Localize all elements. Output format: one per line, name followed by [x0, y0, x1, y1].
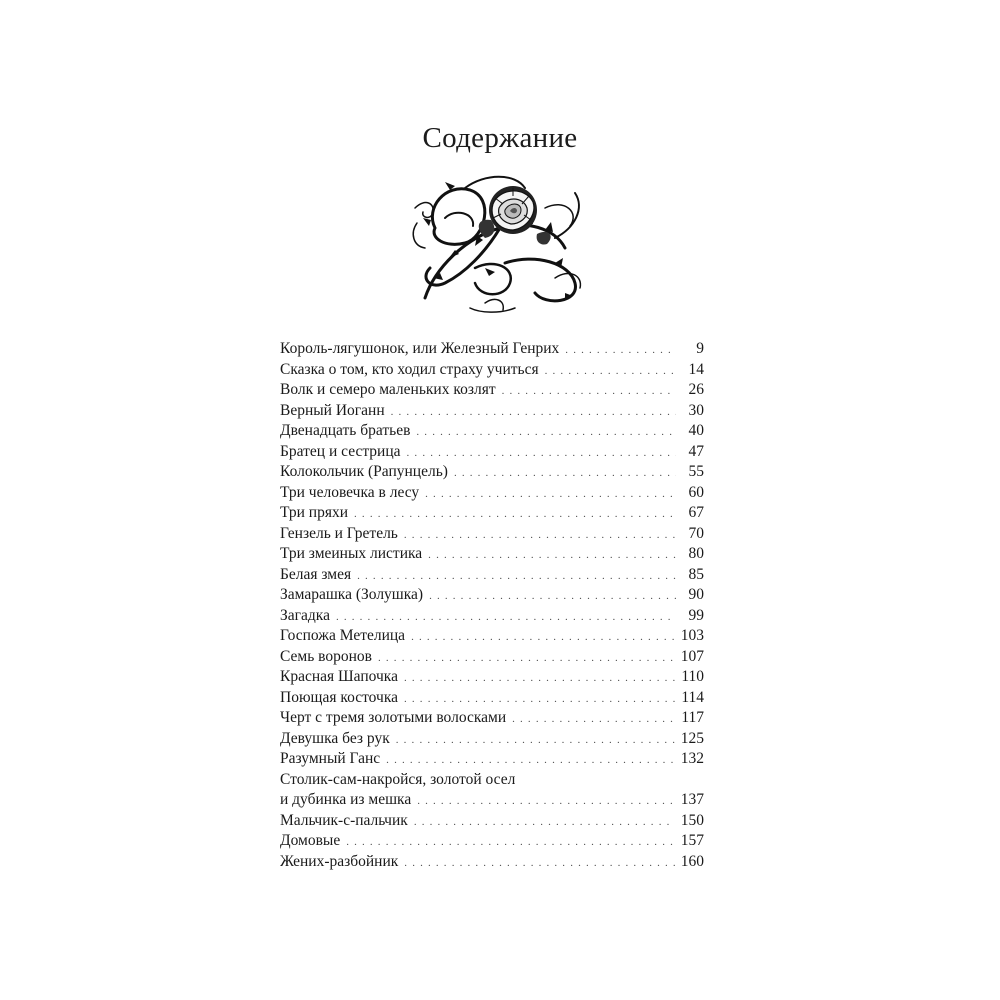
toc-entry[interactable] [280, 503, 704, 524]
dot-leader [502, 381, 676, 402]
toc-entry-title: Разумный Ганс [280, 750, 381, 767]
toc-entry[interactable] [280, 565, 704, 586]
toc-entry[interactable] [280, 462, 704, 483]
toc-entry-page: 90 [688, 586, 704, 603]
dot-leader [454, 463, 676, 484]
toc-entry-title: Домовые [280, 832, 341, 849]
toc-entry[interactable] [280, 339, 704, 360]
toc-entry-title: Король-лягушонок, или Железный Генрих [280, 340, 560, 357]
toc-entry-title: Три пряхи [280, 504, 349, 521]
toc-entry[interactable] [280, 380, 704, 401]
toc-entry[interactable] [280, 647, 704, 668]
toc-entry-page: 47 [688, 442, 704, 460]
toc-entry[interactable] [280, 524, 704, 545]
dot-leader [404, 689, 675, 710]
dot-leader [354, 504, 676, 525]
toc-entry-title: Белая змея [280, 565, 352, 583]
toc-entry-title: Красная Шапочка [280, 668, 398, 685]
toc-entry-page: 14 [688, 360, 704, 378]
toc-entry[interactable] [280, 688, 704, 709]
dot-leader [386, 750, 675, 771]
toc-entry-page: 40 [688, 422, 704, 439]
toc-entry-title: Колокольчик (Рапунцель) [280, 463, 448, 480]
toc-entry-title: Гензель и Гретель [280, 524, 398, 542]
dot-leader [416, 422, 676, 443]
toc-entry-page: 9 [696, 340, 704, 357]
dot-leader [545, 361, 676, 382]
toc-entry-page: 157 [680, 832, 704, 849]
toc-entry-page: 67 [688, 504, 704, 521]
page-title: Содержание [422, 122, 578, 154]
toc-entry-page: 80 [688, 545, 704, 562]
toc-entry[interactable] [280, 708, 704, 729]
toc-entry-title: Девушка без рук [280, 729, 390, 747]
toc-entry[interactable] [280, 606, 704, 627]
toc-entry[interactable] [280, 790, 704, 811]
toc-entry-page: 30 [688, 401, 704, 419]
toc-entry-title: Загадка [280, 606, 330, 624]
toc-entry[interactable] [280, 626, 704, 647]
dot-leader [407, 443, 676, 464]
toc-entry-page: 70 [688, 524, 704, 542]
toc-entry[interactable] [280, 544, 704, 565]
dot-leader [404, 853, 674, 874]
toc-entry-page: 117 [681, 709, 704, 726]
toc-entry-page: 137 [680, 791, 704, 808]
toc-entry-title: Черт с тремя золотыми волосками [280, 709, 507, 726]
dot-leader [346, 832, 675, 853]
toc-entry-page: 132 [680, 750, 704, 767]
toc-entry-page: 85 [688, 565, 704, 583]
toc-entry[interactable] [280, 667, 704, 688]
toc-entry[interactable] [280, 421, 704, 442]
toc-entry-title: Три змеиных листика [280, 545, 423, 562]
dot-leader [404, 525, 676, 546]
toc-entry-title: Сказка о том, кто ходил страху учиться [280, 360, 539, 378]
toc-entry-title: Три человечка в лесу [280, 483, 420, 501]
toc-entry[interactable] [280, 483, 704, 504]
toc-entry[interactable] [280, 442, 704, 463]
dot-leader [396, 730, 675, 751]
toc-entry-title: Поющая косточка [280, 688, 398, 706]
toc-entry-title-line1[interactable]: Столик-сам-накройся, золотой осел [280, 770, 516, 788]
dot-leader [512, 709, 675, 730]
toc-entry-page: 110 [681, 668, 704, 685]
toc-entry-title: Жених-разбойник [280, 852, 399, 870]
toc-entry-page: 107 [680, 647, 704, 665]
toc-entry[interactable] [280, 360, 704, 381]
toc-entry-page: 150 [680, 811, 704, 829]
toc-entry-title: Замарашка (Золушка) [280, 586, 424, 603]
toc-entry[interactable] [280, 831, 704, 852]
dot-leader [565, 340, 676, 361]
toc-entry[interactable] [280, 811, 704, 832]
toc-entry-title: Двенадцать братьев [280, 422, 411, 439]
toc-entry-title: Братец и сестрица [280, 442, 401, 460]
dot-leader [414, 812, 675, 833]
toc-entry-page: 160 [680, 852, 704, 870]
toc-entry-page: 114 [681, 688, 704, 706]
dot-leader [411, 627, 675, 648]
rose-with-thorny-branches-icon [405, 168, 591, 318]
toc-entry-page: 60 [688, 483, 704, 501]
toc-entry-title: Верный Иоганн [280, 401, 385, 419]
toc-entry[interactable] [280, 852, 704, 873]
toc-entry-page: 103 [680, 627, 704, 644]
toc-entry-title: Волк и семеро маленьких козлят [280, 381, 496, 398]
toc-entry-page: 125 [680, 729, 704, 747]
toc-entry-title: Мальчик-с-пальчик [280, 811, 408, 829]
toc-entry-page: 55 [688, 463, 704, 480]
toc-entry[interactable] [280, 401, 704, 422]
toc-entry-title: и дубинка из мешка [280, 791, 412, 808]
toc-entry[interactable] [280, 729, 704, 750]
toc-entry-title: Семь воронов [280, 647, 372, 665]
table-of-contents [280, 339, 704, 872]
dot-leader [391, 402, 676, 423]
dot-leader [425, 484, 676, 505]
dot-leader [336, 607, 676, 628]
toc-entry-title: Госпожа Метелица [280, 627, 406, 644]
dot-leader [417, 791, 675, 812]
toc-entry-page: 26 [688, 381, 704, 398]
toc-entry-page: 99 [688, 606, 704, 624]
dot-leader [428, 545, 676, 566]
dot-leader [378, 648, 675, 669]
dot-leader [404, 668, 675, 689]
toc-entry[interactable] [280, 749, 704, 770]
dot-leader [357, 566, 676, 587]
dot-leader [429, 586, 676, 607]
toc-entry[interactable] [280, 585, 704, 606]
